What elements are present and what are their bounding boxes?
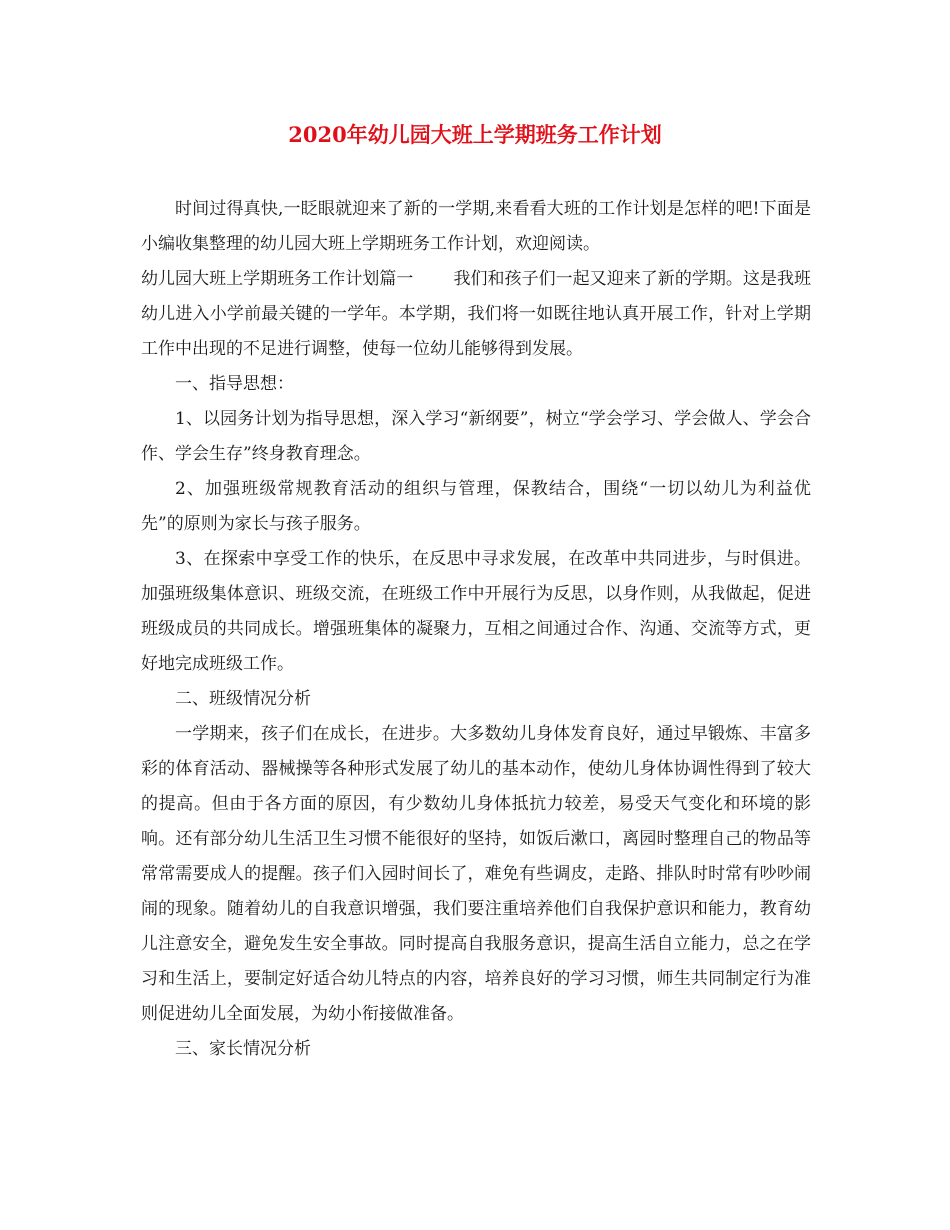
- document-body: [141, 192, 811, 1067]
- intro-paragraph: 时间过得真快,一眨眼就迎来了新的一学期,来看看大班的工作计划是怎样的吧!下面是小编收集整理的幼儿园大班上学期班务工作计划，欢迎阅读。: [141, 199, 811, 254]
- section1-item-2: 2、加强班级常规教育活动的组织与管理，保教结合，围绕“一切以幼儿为利益优先”的原则为家长与孩子服务。: [141, 479, 811, 534]
- section1-item-3: 3、在探索中享受工作的快乐，在反思中寻求发展，在改革中共同进步，与时俱进。加强班级集体意识、班级交流，在班级工作中开展行为反思，以身作则，从我做起，促进班级成员的共同成长。增强班集体的凝聚力，互相之间通过合作、沟通、交流等方式，更好地完成班级工作。: [141, 549, 811, 674]
- chapter-label: 幼儿园大班上学期班务工作计划篇一: [141, 269, 414, 289]
- section1-item-1: 1、以园务计划为指导思想，深入学习“新纲要”，树立“学会学习、学会做人、学会合作、学会生存”终身教育理念。: [141, 409, 811, 464]
- section-heading-3: 三、家长情况分析: [175, 1039, 311, 1059]
- section2-paragraph: 一学期来，孩子们在成长，在进步。大多数幼儿身体发育良好，通过早锻炼、丰富多彩的体育活动、器械操等各种形式发展了幼儿的基本动作，使幼儿身体协调性得到了较大的提高。但由于各方面的原因，有少数幼儿身体抵抗力较差，易受天气变化和环境的影响。还有部分幼儿生活卫生习惯不能很好的坚持，如饭后漱口，离园时整理自己的物品等常常需要成人的提醒。孩子们入园时间长了，难免有些调皮，走路、排队时时常有吵吵闹闹的现象。随着幼儿的自我意识增强，我们要注重培养他们自我保护意识和能力，教育幼儿注意安全，避免发生安全事故。同时提高自我服务意识，提高生活自立能力，总之在学习和生活上，要制定好适合幼儿特点的内容，培养良好的学习习惯，师生共同制定行为准则促进幼儿全面发展，为幼小衔接做准备。: [141, 724, 811, 1024]
- section-heading-1: 一、指导思想：: [175, 374, 294, 394]
- chapter-text: 我们和孩子们一起又迎来了新的学期。这是我班幼儿进入小学前最关键的一学年。本学期，我们将一如既往地认真开展工作，针对上学期工作中出现的不足进行调整，使每一位幼儿能够得到发展。: [141, 269, 812, 359]
- chapter-paragraph: [141, 262, 811, 367]
- document-title: 2020年幼儿园大班上学期班务工作计划: [288, 122, 662, 147]
- section-heading-2: 二、班级情况分析: [175, 689, 311, 709]
